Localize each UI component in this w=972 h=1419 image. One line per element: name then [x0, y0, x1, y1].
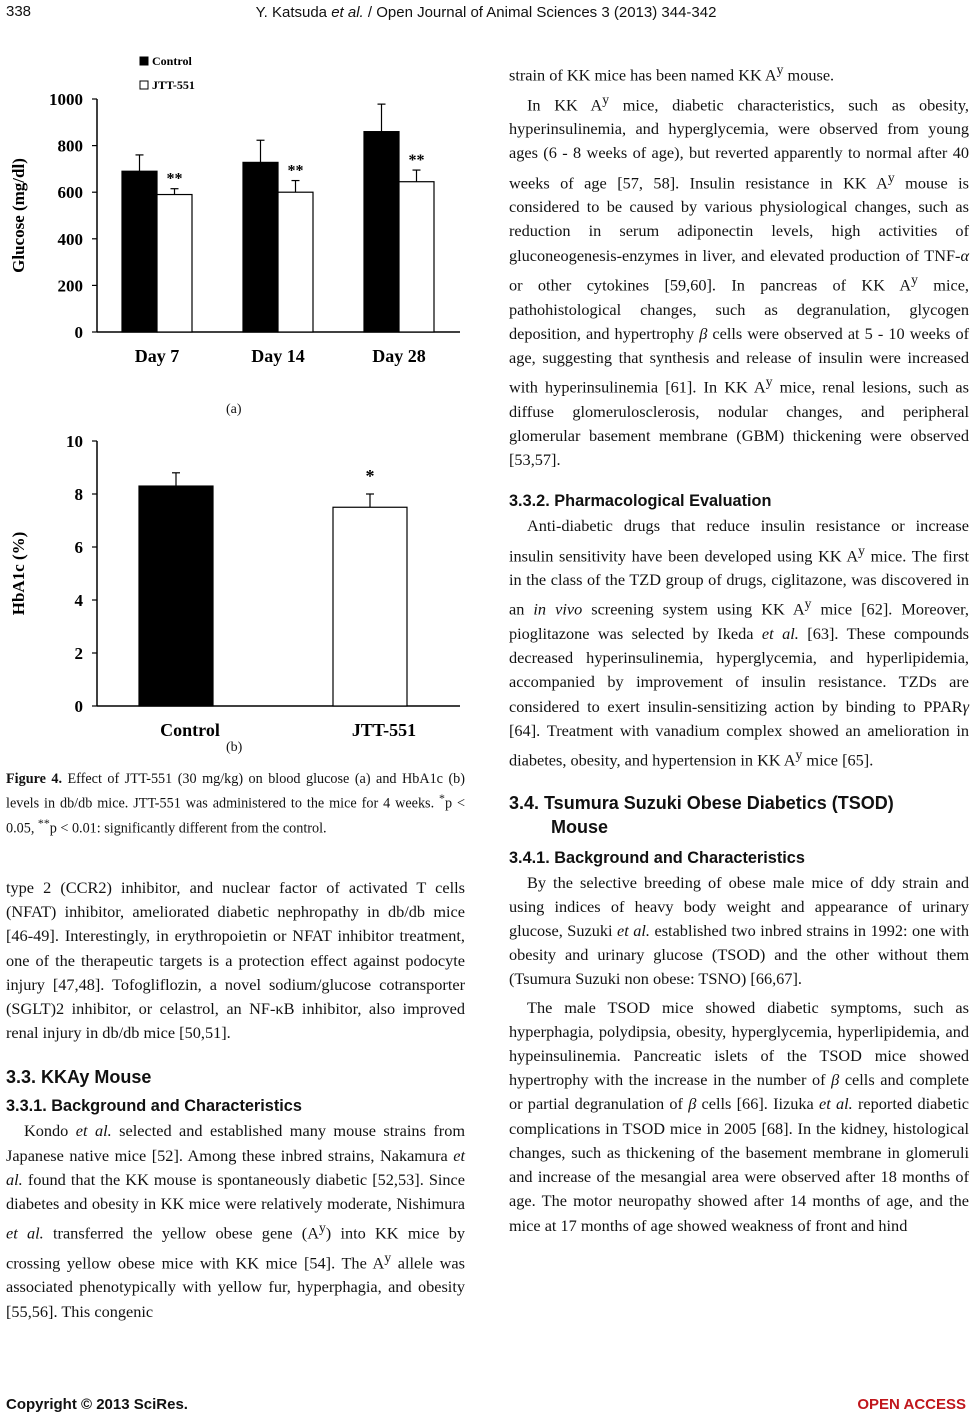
section-heading: 3.3. KKAy Mouse: [6, 1067, 152, 1088]
paragraph: strain of KK mice has been named KK $A^y$ mouse.: [509, 62, 835, 85]
x-tick-label: JTT-551: [351, 720, 417, 740]
copyright-notice: Copyright © 2013 SciRes.: [6, 1396, 188, 1413]
subsection-heading: 3.3.2. Pharmacological Evaluation: [509, 492, 772, 511]
bar-jtt-551: [278, 192, 313, 332]
y-tick-label: 400: [57, 229, 83, 249]
significance-mark: **: [408, 152, 425, 170]
y-axis-label: Glucose (mg/dl): [9, 158, 28, 273]
y-tick-label: 800: [57, 136, 83, 156]
paragraph: type 2 (CCR2) inhibitor, and nuclear factor of activated T cells (NFAT) inhibitor, ameliorated diabetic nephropathy in db/db mice [46-49]. Interestingly, in erythropoietin or NFAT inhibitor treatment, one of the therapeutic targets is a protection effect against podocyte injury [47,48]. Tofogliflozin, a novel sodium/glucose cotransporter (SGLT)2 inhibitor, or celastrol, an NF-κB inhibitor, also improved renal injury in db/db mice [50,51].: [6, 878, 465, 1043]
left-column: [6, 876, 465, 1324]
bar-control: [364, 132, 399, 332]
y-tick-label: 6: [74, 538, 83, 557]
page-number: 338: [6, 3, 32, 20]
figure-label-b: (b): [226, 740, 243, 755]
paragraph: By the selective breeding of obese male mice of ddy strain and using indices of heavy body weight and appearance of urinary glucose, Suzuki et al. established two inbred strains in 1992: one with obesity and urinary glucose (TSOD) and the other without them (Tsumura Suzuki non obese: TSNO) [66,67].: [509, 872, 969, 989]
y-tick-label: 2: [74, 644, 83, 663]
bar-jtt-551: [399, 182, 434, 332]
legend-swatch: [140, 81, 148, 89]
x-tick-label: Day 14: [251, 346, 305, 366]
bar-control: [139, 486, 213, 706]
paragraph: Anti-diabetic drugs that reduce insulin resistance or increase insulin sensitivity have been developed using KK $A^y$ mice. The first in the class of the TZD group of drugs, ciglitazone, was discovered in an in vivo screening system using KK $A^y$ mice [62]. Moreover, pioglitazone was selected by Ikeda et al. [63]. These compounds decreased hyperinsulinemia, hyperglycemia, and hyperlipidemia, accompanied by improvement of insulin resistance. TZDs are considered to exert insulin-sensitizing action by binding to PPARγ [64]. Treatment with vanadium complex showed an amelioration in diabetes, obesity, and hypertension in KK $A^y$ mice [65].: [509, 516, 970, 770]
x-tick-label: Day 28: [372, 346, 426, 366]
y-tick-label: 8: [74, 485, 83, 504]
significance-mark: **: [166, 170, 183, 188]
y-tick-label: 4: [74, 591, 83, 610]
section-heading: 3.4. Tsumura Suzuki Obese Diabetics (TSOD) Mouse: [509, 792, 894, 837]
x-tick-label: Control: [160, 720, 220, 740]
paragraph: In KK $A^y$ mice, diabetic characteristics, such as obesity, hyperinsulinemia, and hyperglycemia, were observed from young ages (6 - 8 weeks of age), but reverted apparently to normal after 40 weeks of age [57, 58]. Insulin resistance in KK $A^y$ mouse is considered to be caused by various physiological changes, such as reduction in serum adiponectin levels, high activities of gluconeogenesis-enzymes in liver, and elevated production of TNF-α or other cytokines [59,60]. In pancreas of KK $A^y$ mice, pathohistological changes, such as degranulation, glycogen deposition, and hypertrophy β cells were observed at 5 - 10 weeks of age, suggesting that synthesis and release of insulin were increased with hyperinsulinemia [61]. In KK $A^y$ mice, renal lesions, such as diffuse glomerulosclerosis, nodular changes, and peripheral glomerular basement membrane (GBM) thickening were observed [53,57].: [509, 91, 970, 470]
legend-label: Control: [152, 54, 192, 68]
paragraph: The male TSOD mice showed diabetic symptoms, such as hyperphagia, polydipsia, obesity, hyperglycemia, hyperlipidemia, and hypeinsulinemia. Pancreatic islets of the TSOD mice showed hypertrophy with the increase in the number of β cells and complete or partial degranulation of β cells [66]. Iizuka et al. reported diabetic complications in TSOD mice in 2005 [68]. In the kidney, histological changes, such as thickening of the basement membrane in glomeruli and increase of the mesangial area were observed after 18 months of age. The motor neuropathy showed after 14 months of age, and the mice at 17 months of age showed weakness of front and hind: [509, 997, 969, 1235]
paragraph: Kondo et al. selected and established many mouse strains from Japanese native mice [52]. Among these inbred strains, Nakamura et al. found that the KK mouse is spontaneously diabetic [52,53]. Since diabetes and obesity in KK mice were relatively moderate, Nishimura et al. transferred the yellow obese gene $(A^y)$ into KK mice by crossing yellow obese mice with KK mice [54]. The $A^y$ allele was associated phenotypically with yellow fur, hyperphagia, and obesity [55,56]. This congenic: [6, 1121, 466, 1321]
subsection-heading: 3.4.1. Background and Characteristics: [509, 848, 805, 867]
legend-swatch: [140, 57, 148, 65]
legend-label: JTT-551: [152, 78, 195, 92]
y-tick-label: 200: [57, 276, 83, 296]
y-tick-label: 600: [57, 183, 83, 203]
running-title: Y. Katsuda et al. / Open Journal of Animal Sciences 3 (2013) 344-342: [255, 4, 717, 21]
significance-mark: **: [287, 162, 304, 180]
y-tick-label: 0: [74, 697, 83, 716]
y-tick-label: 1000: [49, 90, 83, 109]
bar-jtt-551: [333, 507, 407, 706]
x-tick-label: Day 7: [134, 346, 180, 366]
bar-control: [122, 171, 157, 332]
bar-control: [243, 162, 278, 332]
figure-caption: Figure 4. Effect of JTT-551 (30 mg/kg) on blood glucose (a) and HbA1c (b) levels in db/db mice. JTT-551 was administered to the mice for 4 weeks. *p < 0.05, **p < 0.01: significantly different from the control.: [6, 771, 465, 837]
right-column: [509, 58, 969, 1238]
significance-mark: *: [365, 466, 375, 486]
y-axis-label: HbA1c (%): [9, 531, 28, 616]
subsection-heading: 3.3.1. Background and Characteristics: [6, 1097, 302, 1116]
hba1c-bar-chart: [0, 424, 470, 744]
figure-label-a: (a): [226, 402, 242, 417]
open-access-label: OPEN ACCESS: [857, 1396, 966, 1413]
y-tick-label: 0: [74, 323, 83, 342]
y-tick-label: 10: [66, 432, 83, 451]
bar-jtt-551: [157, 195, 192, 332]
glucose-bar-chart: [0, 40, 470, 400]
